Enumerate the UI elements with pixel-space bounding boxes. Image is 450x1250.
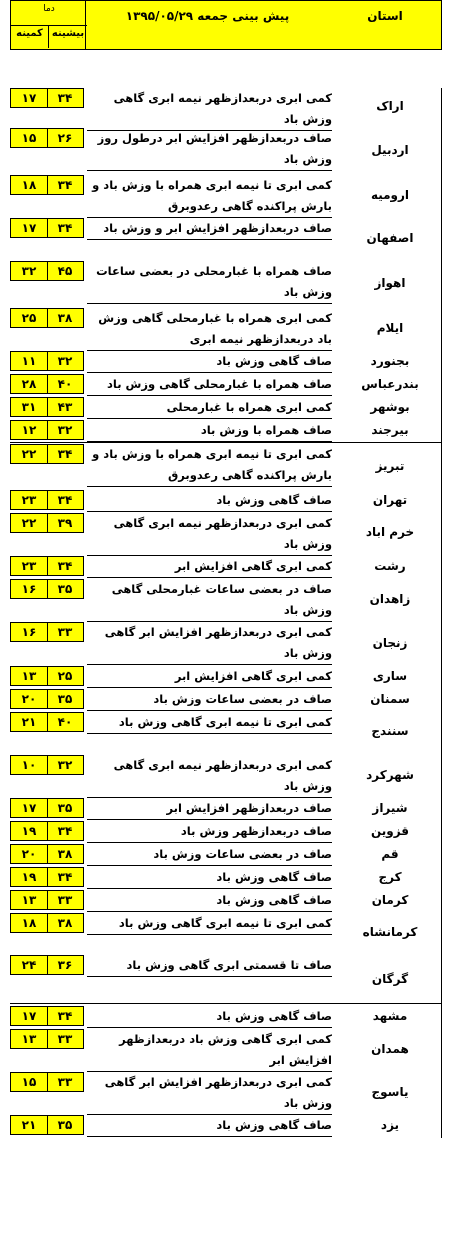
max-temp: ۳۸ xyxy=(57,916,73,930)
forecast-description: صاف گاهی وزش باد xyxy=(87,1115,332,1137)
province-name: همدان xyxy=(371,1042,409,1056)
province-name: سمنان xyxy=(370,692,410,706)
min-temp: ۲۳ xyxy=(11,557,48,575)
province-name: اصفهان xyxy=(366,231,414,245)
table-row xyxy=(10,1072,442,1114)
province-name: قم xyxy=(381,847,399,861)
min-temp: ۱۸ xyxy=(11,176,48,194)
min-temp: ۱۳ xyxy=(11,891,48,909)
forecast-description: کمی ابری گاهی افزایش ابر xyxy=(87,666,332,688)
province-name: شیراز xyxy=(372,801,408,815)
forecast-description: صاف در بعضی ساعات غبارمحلی گاهی وزش باد xyxy=(87,579,332,622)
table-row xyxy=(10,261,442,307)
temperature-cell xyxy=(10,622,84,642)
table-row xyxy=(10,444,442,489)
min-temp: ۲۸ xyxy=(11,375,48,393)
min-temp: ۲۰ xyxy=(11,690,48,708)
forecast-description: صاف همراه با غبارمحلی گاهی وزش باد xyxy=(87,374,332,396)
table-row xyxy=(10,913,442,953)
table-row xyxy=(10,175,442,217)
province-name: ساری xyxy=(372,669,408,683)
province-name: یاسوج xyxy=(371,1085,409,1099)
forecast-description: کمی ابری گاهی وزش باد دربعدازظهر افزایش ابر xyxy=(87,1029,332,1072)
table-row xyxy=(10,821,442,843)
min-temp: ۲۱ xyxy=(11,1116,48,1134)
min-temp: ۱۶ xyxy=(11,580,48,598)
table-row xyxy=(10,712,442,752)
table-row xyxy=(10,844,442,866)
province-name: تهران xyxy=(372,493,408,507)
min-temp: ۲۲ xyxy=(11,445,48,463)
province-name: تبریز xyxy=(375,458,405,473)
max-temp: ۳۴ xyxy=(57,447,73,461)
min-temp: ۱۹ xyxy=(11,822,48,840)
temperature-cell xyxy=(10,755,84,775)
forecast-date-header: پیش بینی جمعه ۱۳۹۵/۰۵/۲۹ xyxy=(125,9,290,23)
forecast-description: صاف دربعدازظهر افزایش ابر درطول روز وزش باد xyxy=(87,128,332,171)
max-temp: ۳۳ xyxy=(57,625,73,639)
min-temp: ۱۷ xyxy=(11,219,48,237)
temperature-cell xyxy=(10,513,84,533)
temperature-cell xyxy=(10,88,84,108)
min-temp: ۳۲ xyxy=(11,262,48,280)
temperature-cell xyxy=(10,689,84,709)
table-row xyxy=(10,579,442,621)
max-temp: ۳۴ xyxy=(57,870,73,884)
temperature-cell xyxy=(10,308,84,328)
table-row xyxy=(10,374,442,396)
province-name: زنجان xyxy=(372,635,408,650)
province-name: ارومیه xyxy=(370,188,410,202)
table-header xyxy=(10,0,442,50)
temperature-cell xyxy=(10,579,84,599)
min-temp: ۱۹ xyxy=(11,868,48,886)
forecast-description: صاف گاهی وزش باد xyxy=(87,890,332,912)
province-name: سنندج xyxy=(371,724,409,738)
temperature-cell xyxy=(10,420,84,440)
max-temp: ۳۴ xyxy=(57,824,73,838)
temperature-cell xyxy=(10,1029,84,1049)
forecast-header-cell xyxy=(85,1,329,49)
max-temp: ۳۶ xyxy=(57,958,73,972)
forecast-description: صاف همراه با غبارمحلی در بعضی ساعات وزش باد xyxy=(87,261,332,304)
min-temp: ۱۶ xyxy=(11,623,48,641)
max-temp: ۳۲ xyxy=(57,423,73,437)
province-name: کرمانشاه xyxy=(362,925,418,939)
forecast-document xyxy=(10,0,442,1132)
max-temp: ۳۹ xyxy=(57,516,73,530)
province-name: بندرعباس xyxy=(361,377,419,391)
min-temp: ۲۵ xyxy=(11,309,48,327)
table-row xyxy=(10,88,442,125)
min-temp: ۳۱ xyxy=(11,398,48,416)
max-temp: ۳۵ xyxy=(57,582,73,596)
temperature-cell xyxy=(10,666,84,686)
table-row xyxy=(10,1006,442,1028)
min-temp: ۱۵ xyxy=(11,1073,48,1091)
table-row xyxy=(10,867,442,889)
forecast-description: صاف گاهی وزش باد xyxy=(87,1006,332,1028)
province-name: یزد xyxy=(380,1118,400,1132)
max-temp: ۳۴ xyxy=(57,178,73,192)
province-name: گرگان xyxy=(371,972,409,986)
table-row xyxy=(10,622,442,665)
temperature-cell xyxy=(10,175,84,195)
max-temp: ۲۶ xyxy=(57,131,73,145)
forecast-description: کمی ابری تا نیمه ابری گاهی وزش باد xyxy=(87,913,332,935)
max-temp: ۳۸ xyxy=(57,311,73,325)
max-temp: ۳۳ xyxy=(57,893,73,907)
max-temp: ۳۴ xyxy=(57,1009,73,1023)
forecast-description: کمی ابری دربعدازظهر نیمه ابری گاهی وزش باد xyxy=(87,513,332,556)
table-row xyxy=(10,1115,442,1137)
temperature-cell xyxy=(10,218,84,238)
forecast-description: صاف گاهی وزش باد xyxy=(87,490,332,512)
province-name: شهرکرد xyxy=(366,768,414,782)
table-row xyxy=(10,666,442,688)
forecast-description: کمی ابری دربعدازظهر افزایش ابر گاهی وزش باد xyxy=(87,1072,332,1115)
forecast-description: صاف تا قسمتی ابری گاهی وزش باد xyxy=(87,955,332,977)
temperature-cell xyxy=(10,374,84,394)
min-temp: ۱۰ xyxy=(11,756,48,774)
max-temp: ۳۵ xyxy=(57,692,73,706)
forecast-description: صاف در بعضی ساعات وزش باد xyxy=(87,689,332,711)
temperature-cell xyxy=(10,955,84,975)
table-row xyxy=(10,890,442,912)
forecast-description: کمی ابری همراه با غبارمحلی گاهی وزش باد دربعدازظهر نیمه ابری xyxy=(87,308,332,351)
temperature-cell xyxy=(10,1006,84,1026)
province-name: مشهد xyxy=(372,1009,408,1023)
province-name: رشت xyxy=(374,559,406,573)
max-temp: ۳۵ xyxy=(57,801,73,815)
forecast-description: صاف گاهی وزش باد xyxy=(87,351,332,373)
table-row xyxy=(10,128,442,174)
temperature-cell xyxy=(10,1072,84,1092)
min-temp: ۱۳ xyxy=(11,667,48,685)
province-name: بیرجند xyxy=(371,423,409,437)
forecast-description: کمی ابری گاهی افزایش ابر xyxy=(87,556,332,578)
province-name: خرم اباد xyxy=(365,525,415,539)
min-temp-header: کمینه xyxy=(11,26,49,48)
forecast-description: صاف گاهی وزش باد xyxy=(87,867,332,889)
temperature-cell xyxy=(10,890,84,910)
temperature-cell xyxy=(10,556,84,576)
forecast-description: صاف در بعضی ساعات وزش باد xyxy=(87,844,332,866)
table-row xyxy=(10,490,442,512)
forecast-description: کمی ابری تا نیمه ابری گاهی وزش باد xyxy=(87,712,332,734)
min-temp: ۱۷ xyxy=(11,799,48,817)
max-temp: ۳۳ xyxy=(57,1032,73,1046)
table-row xyxy=(10,397,442,419)
max-temp: ۴۳ xyxy=(57,400,73,414)
table-border xyxy=(441,88,442,1138)
province-name: اردبیل xyxy=(371,143,409,157)
temperature-cell xyxy=(10,821,84,841)
min-temp: ۱۸ xyxy=(11,914,48,932)
province-name: کرمان xyxy=(371,893,409,907)
temperature-cell xyxy=(10,1115,84,1135)
max-temp-header: بیشینه xyxy=(51,28,85,39)
max-temp: ۳۲ xyxy=(57,758,73,772)
min-temp: ۱۱ xyxy=(11,352,48,370)
temperature-header: دما xyxy=(43,4,55,14)
province-name: بوشهر xyxy=(370,400,410,414)
min-temp: ۲۳ xyxy=(11,491,48,509)
forecast-description: کمی ابری تا نیمه ابری همراه با وزش باد و بارش پراکنده گاهی رعدوبرق xyxy=(87,444,332,487)
max-temp: ۲۵ xyxy=(57,669,73,683)
min-temp: ۱۳ xyxy=(11,1030,48,1048)
min-temp: ۲۲ xyxy=(11,514,48,532)
table-row xyxy=(10,955,442,1005)
max-temp: ۳۸ xyxy=(57,847,73,861)
province-header: استان xyxy=(367,9,403,23)
table-row xyxy=(10,420,442,442)
table-row xyxy=(10,556,442,578)
max-temp: ۳۴ xyxy=(57,221,73,235)
province-name: ایلام xyxy=(376,321,404,335)
temperature-cell xyxy=(10,867,84,887)
temperature-cell xyxy=(10,798,84,818)
temperature-cell xyxy=(10,128,84,148)
province-name: زاهدان xyxy=(369,592,411,606)
forecast-description: کمی ابری دربعدازظهر افزایش ابر گاهی وزش باد xyxy=(87,622,332,665)
min-temp: ۱۷ xyxy=(11,89,48,107)
table-row xyxy=(10,308,442,350)
temperature-cell xyxy=(10,490,84,510)
max-temp: ۳۴ xyxy=(57,493,73,507)
forecast-description: کمی ابری همراه با غبارمحلی xyxy=(87,397,332,419)
table-row xyxy=(10,513,442,553)
forecast-description: کمی ابری تا نیمه ابری همراه با وزش باد و بارش پراکنده گاهی رعدوبرق xyxy=(87,175,332,218)
province-name: اهواز xyxy=(374,276,406,290)
province-name: بجنورد xyxy=(370,354,410,368)
max-temp: ۳۴ xyxy=(57,91,73,105)
temperature-cell xyxy=(10,397,84,417)
max-temp: ۳۳ xyxy=(57,1075,73,1089)
province-name: قزوین xyxy=(370,824,410,838)
table-row xyxy=(10,351,442,373)
forecast-description: کمی ابری دربعدازظهر نیمه ابری گاهی وزش باد xyxy=(87,88,332,131)
temperature-cell xyxy=(10,913,84,933)
max-temp: ۳۲ xyxy=(57,354,73,368)
section-separator xyxy=(10,1003,442,1004)
min-temp: ۱۲ xyxy=(11,421,48,439)
forecast-description: کمی ابری دربعدازظهر نیمه ابری گاهی وزش باد xyxy=(87,755,332,798)
table-row xyxy=(10,755,442,797)
province-name: کرج xyxy=(378,870,402,884)
temperature-cell xyxy=(10,444,84,464)
max-temp: ۴۵ xyxy=(57,264,73,278)
min-temp: ۲۱ xyxy=(11,713,48,731)
province-name: اراک xyxy=(376,98,404,113)
table-row xyxy=(10,798,442,820)
max-temp: ۳۴ xyxy=(57,559,73,573)
min-temp: ۲۰ xyxy=(11,845,48,863)
max-temp: ۳۵ xyxy=(57,1118,73,1132)
section-separator xyxy=(10,442,442,443)
forecast-description: صاف همراه با وزش باد xyxy=(87,420,332,442)
table-row xyxy=(10,1029,442,1071)
temperature-cell xyxy=(10,712,84,732)
min-temp: ۱۷ xyxy=(11,1007,48,1025)
table-row xyxy=(10,218,442,260)
temperature-cell xyxy=(10,844,84,864)
forecast-description: صاف دربعدازظهر افزایش ابر xyxy=(87,798,332,820)
min-temp: ۲۴ xyxy=(11,956,48,974)
forecast-description: صاف دربعدازظهر افزایش ابر و وزش باد xyxy=(87,218,332,240)
max-temp: ۴۰ xyxy=(57,715,73,729)
temperature-header-cell xyxy=(11,1,87,49)
forecast-description: صاف دربعدازظهر وزش باد xyxy=(87,821,332,843)
province-header-cell xyxy=(329,1,441,49)
table-row xyxy=(10,689,442,711)
min-temp: ۱۵ xyxy=(11,129,48,147)
max-temp: ۴۰ xyxy=(57,377,73,391)
temperature-cell xyxy=(10,351,84,371)
temperature-cell xyxy=(10,261,84,281)
